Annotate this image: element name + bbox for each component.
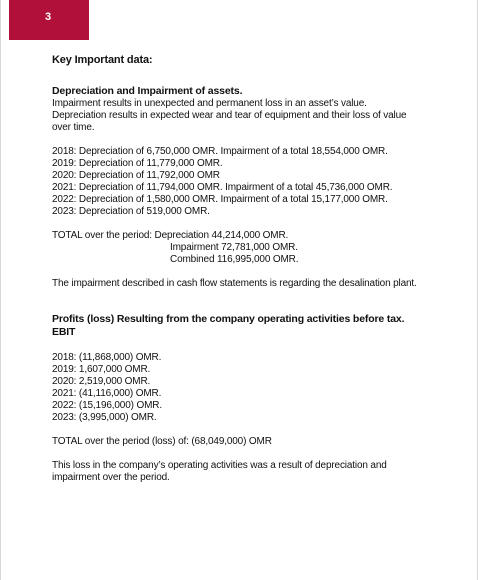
profits-total: TOTAL over the period (loss) of: (68,049,000) OMR [52, 436, 272, 447]
depreciation-year-2018: 2018: Depreciation of 6,750,000 OMR. Impairment of a total 18,554,000 OMR. [52, 146, 388, 157]
depreciation-title: Depreciation and Impairment of assets. [52, 85, 243, 97]
depreciation-total: TOTAL over the period: Depreciation 44,214,000 OMR. [52, 230, 289, 241]
profits-year-list [52, 352, 440, 424]
depreciation-year-2022: 2022: Depreciation of 1,580,000 OMR. Impairment of a total 15,177,000 OMR. [52, 194, 388, 205]
profit-year-2022: 2022: (15,196,000) OMR. [52, 400, 162, 411]
page-number-badge [9, 0, 89, 40]
key-title: Key Important data: [52, 54, 153, 66]
depreciation-intro-1: Impairment results in unexpected and permanent loss in an asset’s value. [52, 98, 367, 109]
document-content [52, 54, 440, 484]
combined-total: Combined 116,995,000 OMR. [170, 254, 299, 265]
depreciation-year-2023: 2023: Depreciation of 519,000 OMR. [52, 206, 210, 217]
page-number: 3 [45, 11, 52, 23]
profits-title: Profits (loss) Resulting from the company operating activities before tax. [52, 313, 405, 325]
depreciation-year-2021: 2021: Depreciation of 11,794,000 OMR. Impairment of a total 45,736,000 OMR. [52, 182, 393, 193]
profit-year-2021: 2021: (41,116,000) OMR. [52, 388, 162, 399]
depreciation-year-list [52, 146, 440, 218]
depreciation-year-2020: 2020: Depreciation of 11,792,000 OMR [52, 170, 220, 181]
depreciation-year-2019: 2019: Depreciation of 11,779,000 OMR. [52, 158, 223, 169]
profits-note: This loss in the company’s operating activities was a result of depreciation and impairment over the period. [52, 460, 387, 483]
depreciation-intro-2: Depreciation results in expected wear and tear of equipment and their loss of value over time. [52, 110, 407, 133]
impairment-note: The impairment described in cash flow statements is regarding the desalination plant. [52, 278, 417, 289]
profits-subtitle: EBIT [52, 326, 76, 338]
profit-year-2020: 2020: 2,519,000 OMR. [52, 376, 151, 387]
profit-year-2023: 2023: (3,995,000) OMR. [52, 412, 157, 423]
profit-year-2018: 2018: (11,868,000) OMR. [52, 352, 162, 363]
impairment-total: Impairment 72,781,000 OMR. [170, 242, 298, 253]
profit-year-2019: 2019: 1,607,000 OMR. [52, 364, 151, 375]
